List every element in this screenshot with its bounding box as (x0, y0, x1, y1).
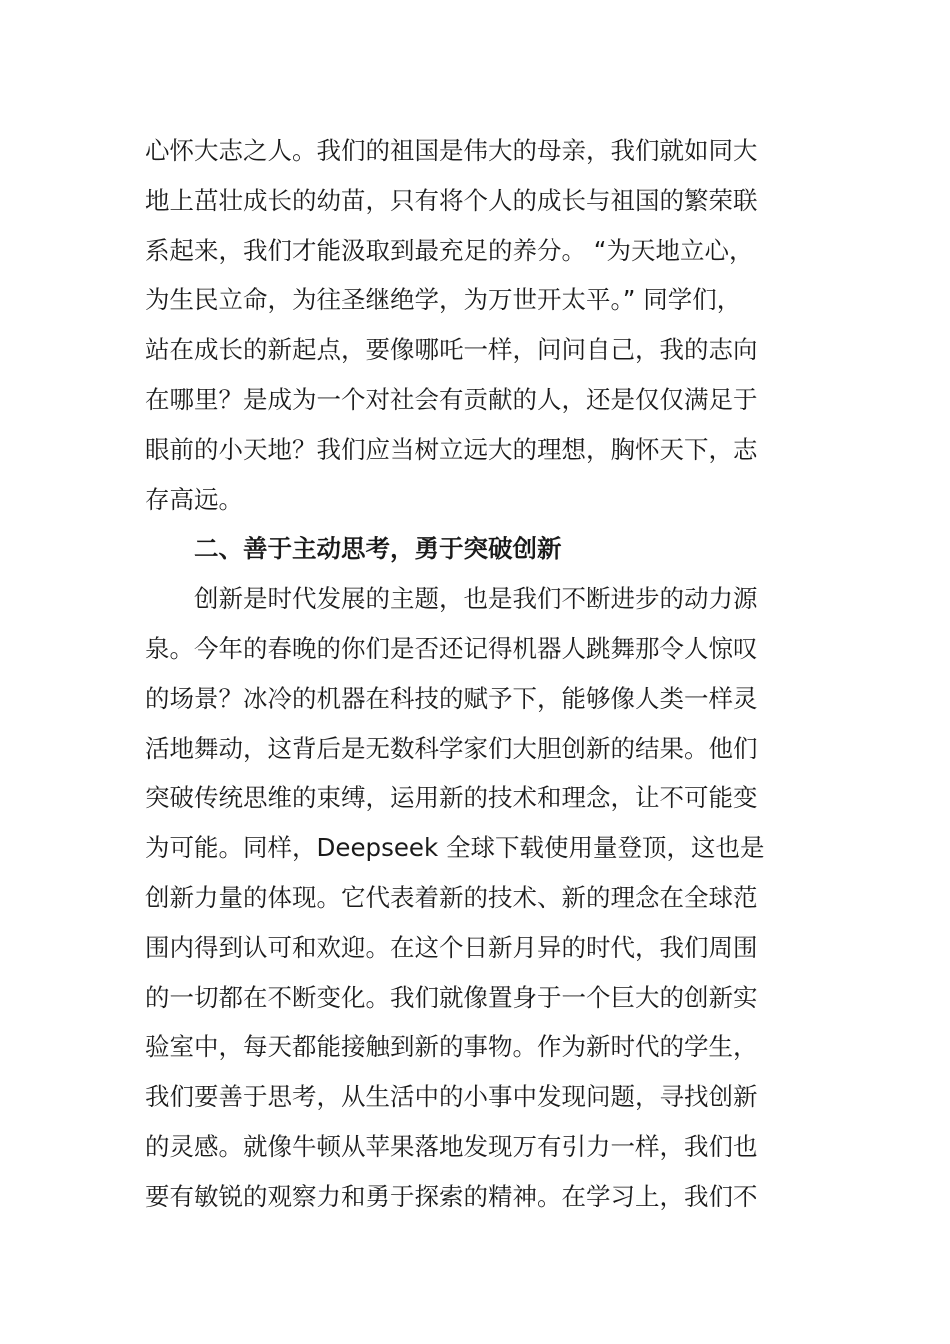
paragraph-1-line: 系起来，我们才能汲取到最充足的养分。 “为天地立心， (145, 235, 754, 265)
paragraph-2-line: 泉。今年的春晚的你们是否还记得机器人跳舞那令人惊叹 (145, 633, 758, 663)
paragraph-2-line: 要有敏锐的观察力和勇于探索的精神。在学习上，我们不 (145, 1181, 758, 1211)
paragraph-2-line: 突破传统思维的束缚，运用新的技术和理念，让不可能变 (145, 783, 758, 813)
paragraph-1-line: 为生民立命，为往圣继绝学，为万世开太平。” 同学们， (145, 285, 742, 315)
paragraph-1-line: 地上茁壮成长的幼苗，只有将个人的成长与祖国的繁荣联 (145, 185, 758, 215)
paragraph-1-line: 眼前的小天地？我们应当树立远大的理想，胸怀天下，志 (145, 434, 758, 464)
paragraph-2-line: 验室中，每天都能接触到新的事物。作为新时代的学生， (145, 1032, 758, 1062)
paragraph-2-line: 的一切都在不断变化。我们就像置身于一个巨大的创新实 (145, 982, 758, 1012)
section-heading: 二、善于主动思考，勇于突破创新 (194, 534, 562, 564)
paragraph-1-line: 在哪里？是成为一个对社会有贡献的人，还是仅仅满足于 (145, 384, 758, 414)
paragraph-2-line: 为可能。同样，Deepseek 全球下载使用量登顶，这也是 (145, 833, 765, 863)
paragraph-2-line: 我们要善于思考，从生活中的小事中发现问题，寻找创新 (145, 1082, 758, 1112)
document-body (145, 126, 795, 1222)
paragraph-1-line: 存高远。 (145, 484, 243, 514)
paragraph-1-line: 站在成长的新起点，要像哪吒一样，问问自己，我的志向 (145, 335, 758, 365)
paragraph-2-line: 的场景？冰冷的机器在科技的赋予下，能够像人类一样灵 (145, 683, 758, 713)
paragraph-2-line: 创新是时代发展的主题，也是我们不断进步的动力源 (194, 584, 758, 614)
paragraph-2-line: 围内得到认可和欢迎。在这个日新月异的时代，我们周围 (145, 932, 758, 962)
paragraph-2-line: 创新力量的体现。它代表着新的技术、新的理念在全球范 (145, 882, 758, 912)
paragraph-2-line: 活地舞动，这背后是无数科学家们大胆创新的结果。他们 (145, 733, 758, 763)
paragraph-2-line: 的灵感。就像牛顿从苹果落地发现万有引力一样，我们也 (145, 1131, 758, 1161)
paragraph-1-line: 心怀大志之人。我们的祖国是伟大的母亲，我们就如同大 (145, 136, 758, 165)
